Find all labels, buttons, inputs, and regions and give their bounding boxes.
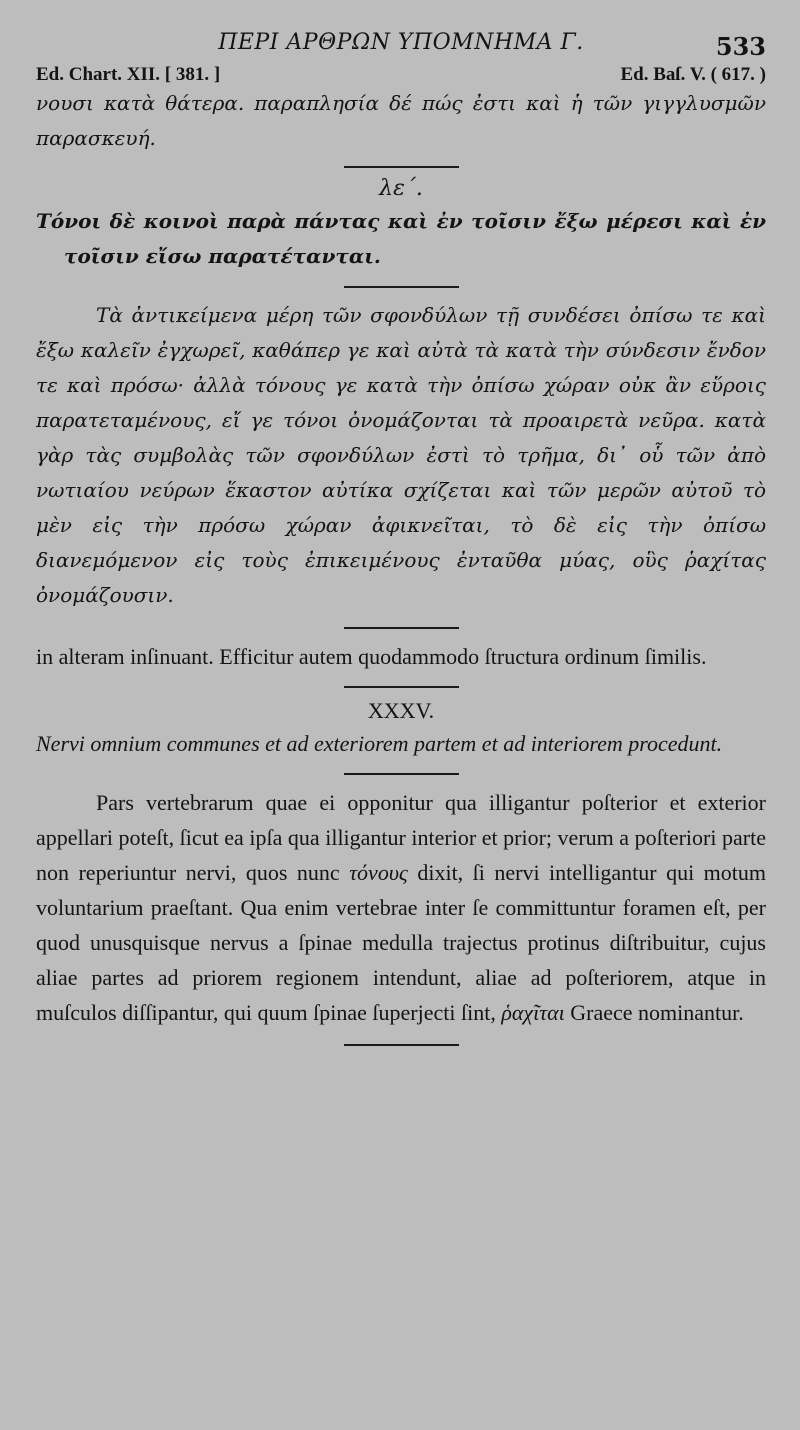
section-divider	[344, 1044, 459, 1046]
edition-references	[36, 64, 766, 86]
section-divider	[344, 286, 459, 288]
latin-commentary	[36, 785, 766, 1030]
latin-commentary-part3: Graece nominantur.	[564, 1000, 744, 1025]
latin-lemma: Nervi omnium communes et ad exteriorem partem et ad interiorem procedunt.	[36, 731, 723, 756]
edition-basel-ref: Ed. Baſ. V. ( 617. )	[620, 64, 766, 85]
greek-lemma: Τόνοι δὲ κοινοὶ παρὰ πάντας καὶ ἐν τοῖσιν ἔξω μέρεσι καὶ ἐν τοῖσιν εἴσω παρατέτανται.	[36, 209, 766, 268]
page-number: 533	[715, 32, 766, 61]
latin-text-block	[36, 639, 766, 1046]
section-divider	[344, 166, 459, 168]
greek-term-tonous: τόνους	[349, 860, 408, 885]
section-divider	[344, 627, 459, 629]
latin-commentary-part1: Pars vertebrarum quae ei opponitur qua illigantur poſterior et exterior appellari poteſt, ſicut ea ipſa qua illigantur interior et prior; verum a poſteriori parte non reperiuntur nervi, quos nunc	[36, 790, 766, 885]
latin-commentary-part2: dixit, ſi nervi intelligantur qui motum voluntarium praeſtant. Qua enim vertebrae inter ſe committuntur foramen eſt, per quod unusquisque nervus a ſpinae medulla trajectus protinus diſtribuitur, cujus aliae partes ad priorem regionem intendunt, aliae ad poſteriorem, atque in muſculos diſſipantur, qui quum ſpinae ſuperjecti ſint,	[36, 860, 767, 1025]
greek-commentary: Τὰ ἀντικείμενα μέρη τῶν σφονδύλων τῇ συνδέσει ὀπίσω τε καὶ ἔξω καλεῖν ἐγχωρεῖ, καθάπερ γε καὶ αὐτὰ τὰ κατὰ τὴν σύνδεσιν ἔνδον τε καὶ πρόσω· ἀλλὰ τόνους γε κατὰ τὴν ὀπίσω χώραν οὐκ ἂν εὕροις παρατεταμένους, εἴ γε τόνοι ὀνομάζονται τὰ προαιρετὰ νεῦρα. κατὰ γὰρ τὰς συμβολὰς τῶν σφονδύλων ἐστὶ τὸ τρῆμα, δι᾽ οὗ τῶν ἀπὸ νωτιαίου νεύρων ἕκαστον αὐτίκα σχίζεται καὶ τῶν μερῶν αὐτοῦ τὸ μὲν εἰς τὴν πρόσω χώραν ἀφικνεῖται, τὸ δὲ εἰς τὴν ὀπίσω διανεμόμενον εἰς τοὺς ἐπικειμένους ἐνταῦθα μύας, οὓς ῥαχίτας ὀνομάζουσιν.	[36, 303, 766, 607]
edition-chart-ref: Ed. Chart. XII. [ 381. ]	[36, 64, 221, 85]
running-title: ΠΕΡΙ ΑΡΘΡΩΝ ΥΠΟΜΝΗΜΑ Γ.	[218, 30, 584, 55]
latin-section-number: XXXV.	[367, 698, 435, 723]
section-divider	[344, 686, 459, 688]
section-divider	[344, 773, 459, 775]
latin-continuation: in alteram inſinuant. Efficitur autem quodammodo ſtructura ordinum ſimilis.	[36, 644, 707, 669]
running-head	[36, 28, 766, 62]
greek-text-block	[36, 86, 766, 629]
greek-section-number: λε΄.	[379, 176, 423, 201]
greek-term-rhachitai: ῥαχῖται	[501, 1000, 565, 1025]
greek-continuation: νουσι κατὰ θάτερα. παραπλησία δέ πώς ἐστι καὶ ἡ τῶν γιγγλυσμῶν παρασκευή.	[36, 91, 766, 150]
